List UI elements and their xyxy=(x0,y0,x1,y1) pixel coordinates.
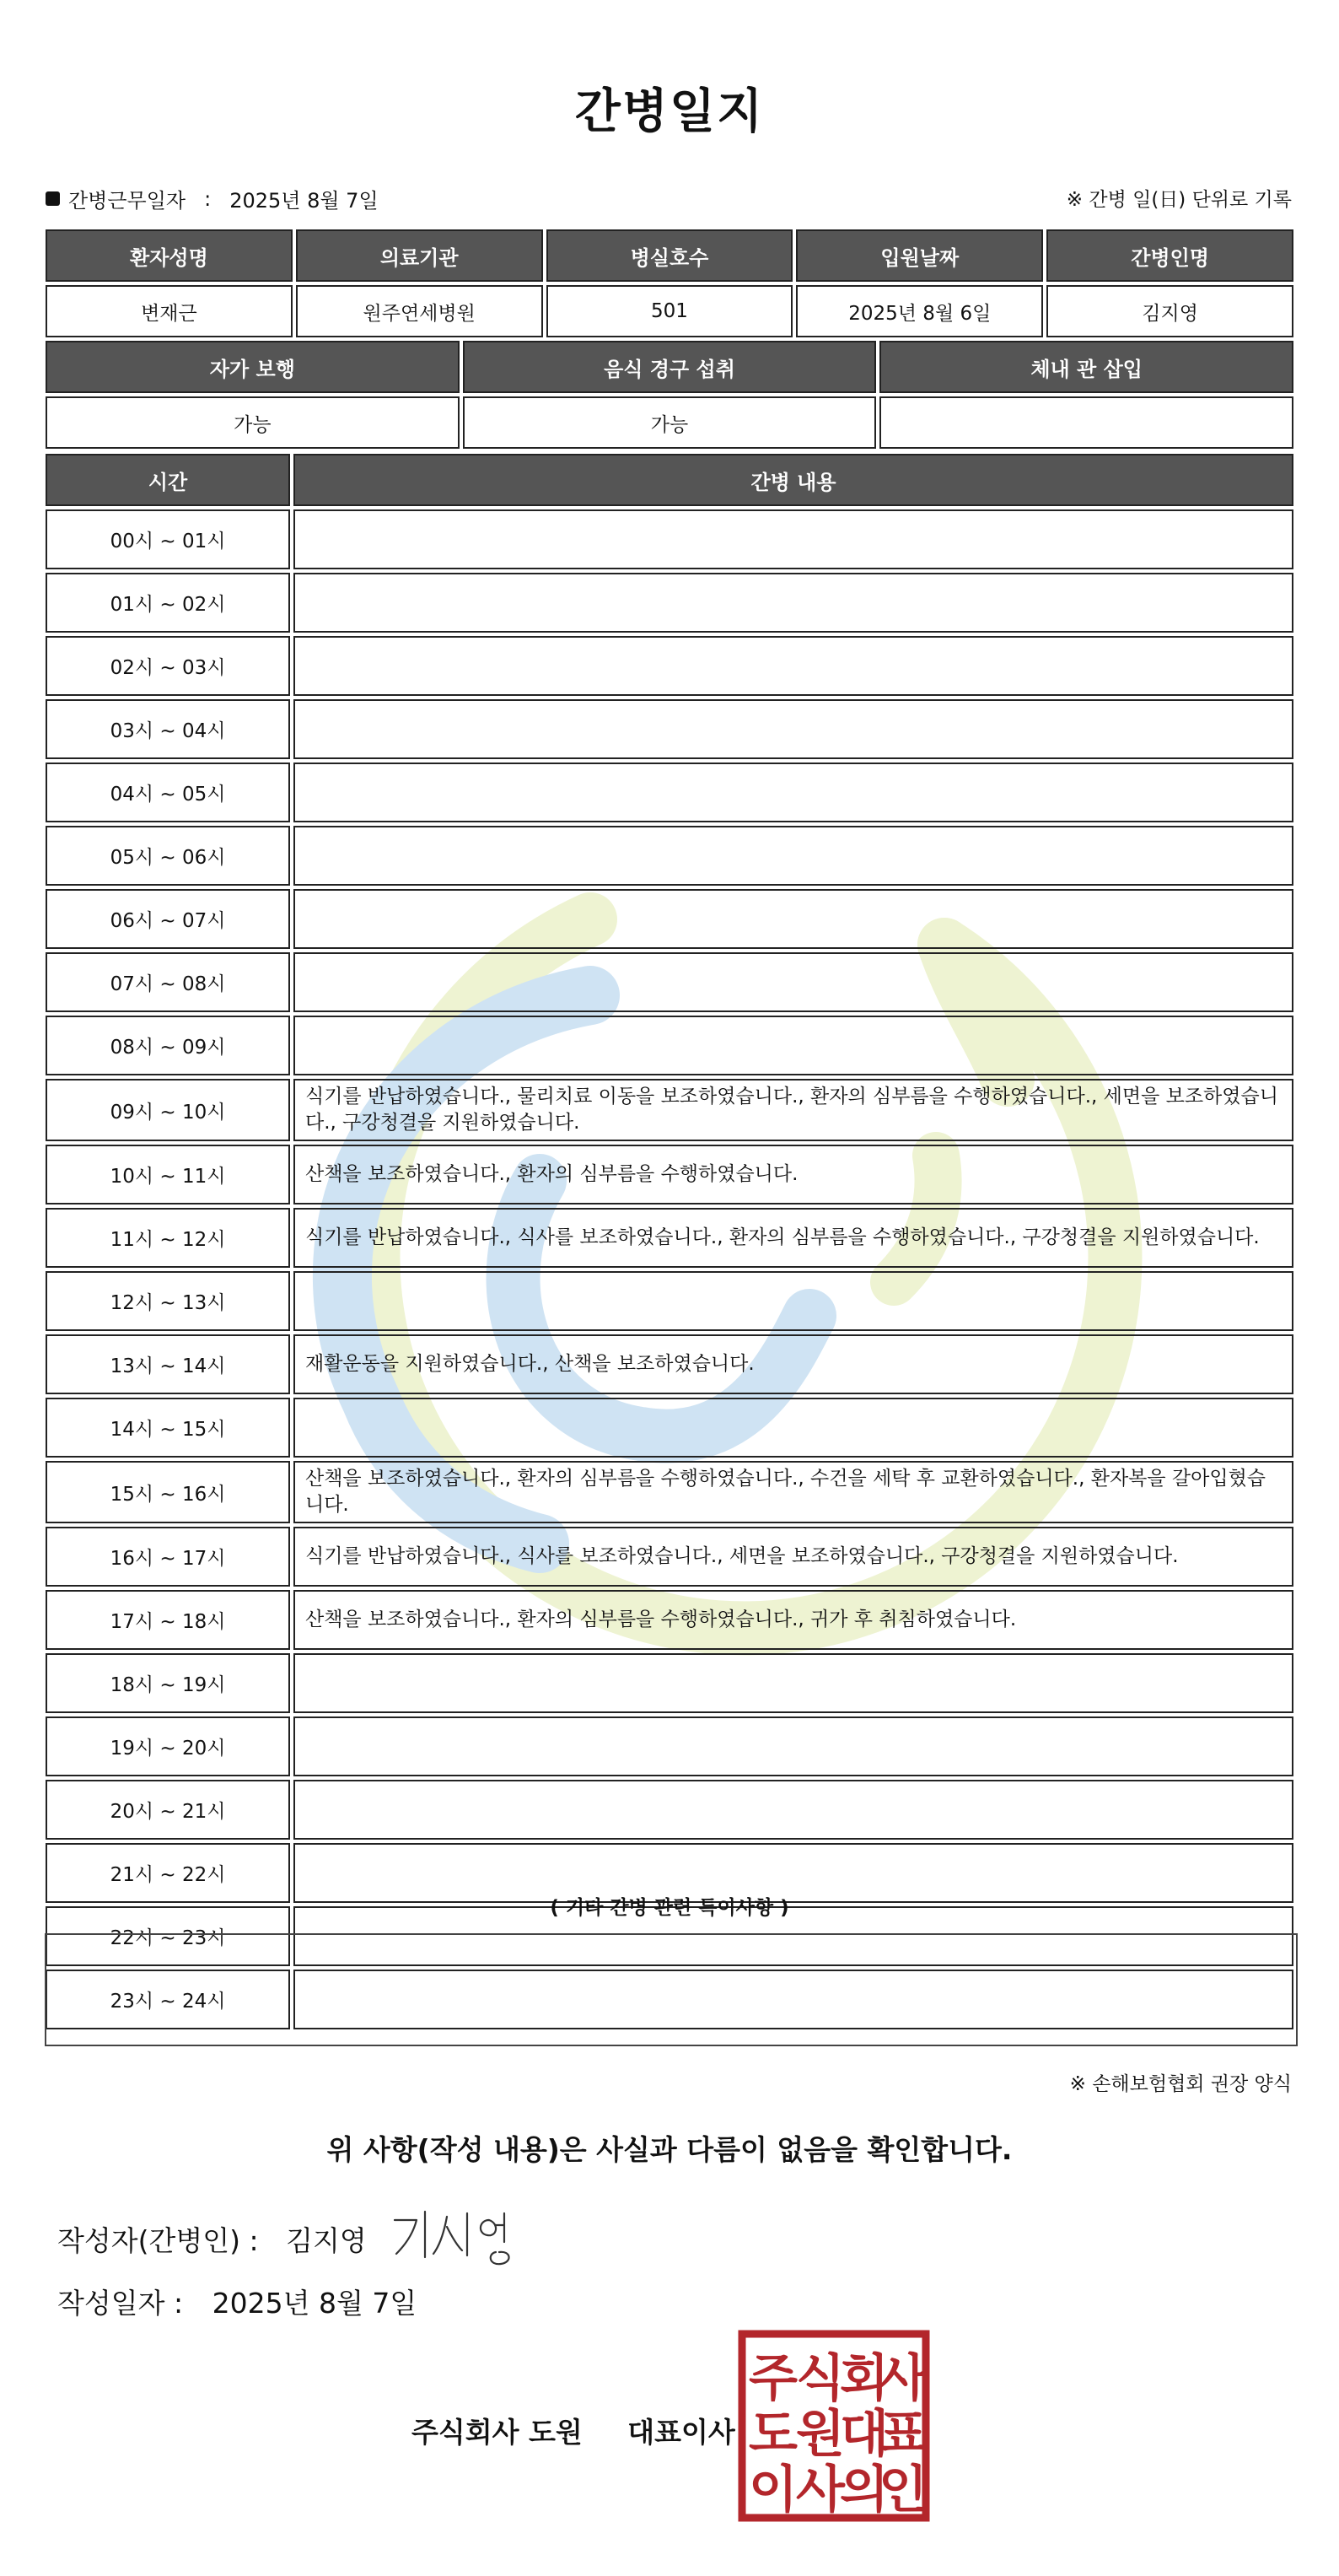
svg-text:회: 회 xyxy=(840,2349,889,2408)
writer-row xyxy=(57,2219,385,2259)
patient-info-table xyxy=(42,226,1297,341)
svg-text:도: 도 xyxy=(749,2405,798,2464)
caregiver-name: 김지영 xyxy=(1046,285,1293,337)
care-note xyxy=(293,573,1293,633)
patient-value-row xyxy=(46,285,1293,337)
table-row xyxy=(46,1590,1293,1650)
care-note xyxy=(293,699,1293,759)
care-note xyxy=(293,952,1293,1012)
oral-intake-status: 가능 xyxy=(463,396,877,449)
table-row xyxy=(46,699,1293,759)
time-slot: 15시 ~ 16시 xyxy=(46,1461,290,1523)
table-row xyxy=(46,573,1293,633)
hospital-name: 원주연세병원 xyxy=(296,285,543,337)
header-oral-intake: 음식 경구 섭취 xyxy=(463,341,877,393)
writer-name: 김지영 xyxy=(286,2224,367,2257)
table-row xyxy=(46,1145,1293,1204)
document-title: 간병일지 xyxy=(574,84,765,139)
care-note: 산책을 보조하였습니다., 환자의 심부름을 수행하였습니다., 귀가 후 취침하였습니다. xyxy=(293,1590,1293,1650)
svg-text:표: 표 xyxy=(879,2405,928,2464)
svg-text:사: 사 xyxy=(879,2349,928,2408)
company-seal xyxy=(738,2330,930,2522)
admission-date: 2025년 8월 6일 xyxy=(796,285,1043,337)
table-row xyxy=(46,763,1293,822)
table-row xyxy=(46,636,1293,696)
care-note: 식기를 반납하였습니다., 물리치료 이동을 보조하였습니다., 환자의 심부름을 수행하였습니다., 세면을 보조하였습니다., 구강청결을 지원하였습니다. xyxy=(293,1079,1293,1141)
time-slot: 14시 ~ 15시 xyxy=(46,1398,290,1458)
time-slot: 11시 ~ 12시 xyxy=(46,1208,290,1268)
time-slot: 23시 ~ 24시 xyxy=(46,1970,290,2029)
care-note: 산책을 보조하였습니다., 환자의 심부름을 수행하였습니다., 수건을 세탁 후 교환하였습니다., 환자복을 갈아입혔습니다. xyxy=(293,1461,1293,1523)
work-date-row xyxy=(46,184,379,213)
log-header-row xyxy=(46,454,1293,506)
header-care-content: 간병 내용 xyxy=(293,454,1293,506)
time-slot: 13시 ~ 14시 xyxy=(46,1334,290,1394)
svg-text:이: 이 xyxy=(749,2460,798,2519)
time-slot: 18시 ~ 19시 xyxy=(46,1653,290,1713)
company-name: 주식회사 도원 xyxy=(411,2416,583,2449)
time-slot: 21시 ~ 22시 xyxy=(46,1843,290,1903)
table-row xyxy=(46,1334,1293,1394)
table-row xyxy=(46,1016,1293,1075)
time-slot: 19시 ~ 20시 xyxy=(46,1716,290,1776)
care-note xyxy=(293,889,1293,949)
care-note xyxy=(293,1653,1293,1713)
time-slot: 17시 ~ 18시 xyxy=(46,1590,290,1650)
daily-record-note: ※ 간병 일(日) 단위로 기록 xyxy=(1066,189,1292,211)
header-admission-date: 입원날짜 xyxy=(796,229,1043,282)
table-row xyxy=(46,952,1293,1012)
table-row xyxy=(46,1208,1293,1268)
work-date-value: 2025년 8월 7일 xyxy=(229,189,379,213)
square-bullet-icon xyxy=(46,191,60,206)
svg-text:식: 식 xyxy=(796,2349,845,2408)
patient-status-table xyxy=(42,337,1297,452)
patient-header-row xyxy=(46,229,1293,282)
care-note: 식기를 반납하였습니다., 식사를 보조하였습니다., 환자의 심부름을 수행하였습니다., 구강청결을 지원하였습니다. xyxy=(293,1208,1293,1268)
time-slot: 01시 ~ 02시 xyxy=(46,573,290,633)
recommended-form-note: ※ 손해보험협회 권장 양식 xyxy=(1069,2073,1292,2095)
header-caregiver: 간병인명 xyxy=(1046,229,1293,282)
table-row xyxy=(46,1398,1293,1458)
status-header-row xyxy=(46,341,1293,393)
confirmation-statement: 위 사항(작성 내용)은 사실과 다름이 없음을 확인합니다. xyxy=(326,2133,1013,2166)
table-row xyxy=(46,826,1293,886)
care-note xyxy=(293,1398,1293,1458)
svg-text:사: 사 xyxy=(796,2460,845,2519)
tube-insertion-status xyxy=(879,396,1293,449)
time-slot: 12시 ~ 13시 xyxy=(46,1271,290,1331)
care-note: 산책을 보조하였습니다., 환자의 심부름을 수행하였습니다. xyxy=(293,1145,1293,1204)
work-date-separator: : xyxy=(204,186,212,211)
header-patient-name: 환자성명 xyxy=(46,229,293,282)
special-notes-heading: ( 기타 간병 관련 특이사항 ) xyxy=(550,1897,789,1919)
svg-text:인: 인 xyxy=(879,2460,928,2519)
svg-text:의: 의 xyxy=(840,2460,889,2519)
table-row xyxy=(46,1079,1293,1141)
representative-title: 대표이사 xyxy=(627,2416,735,2449)
writer-label: 작성자(간병인) : xyxy=(57,2224,259,2257)
time-slot: 10시 ~ 11시 xyxy=(46,1145,290,1204)
table-row xyxy=(46,1716,1293,1776)
company-row xyxy=(411,2411,771,2450)
header-time: 시간 xyxy=(46,454,290,506)
svg-text:주: 주 xyxy=(749,2349,798,2408)
care-note xyxy=(293,1271,1293,1331)
table-row xyxy=(46,889,1293,949)
care-log-table xyxy=(42,450,1297,2033)
status-value-row xyxy=(46,396,1293,449)
table-row xyxy=(46,1780,1293,1840)
care-note xyxy=(293,636,1293,696)
table-row xyxy=(46,509,1293,569)
time-slot: 03시 ~ 04시 xyxy=(46,699,290,759)
time-slot: 05시 ~ 06시 xyxy=(46,826,290,886)
care-note xyxy=(293,826,1293,886)
care-note: 식기를 반납하였습니다., 식사를 보조하였습니다., 세면을 보조하였습니다., 구강청결을 지원하였습니다. xyxy=(293,1527,1293,1587)
time-slot: 20시 ~ 21시 xyxy=(46,1780,290,1840)
care-note xyxy=(293,1716,1293,1776)
care-note xyxy=(293,1016,1293,1075)
time-slot: 07시 ~ 08시 xyxy=(46,952,290,1012)
care-note: 재활운동을 지원하였습니다., 산책을 보조하였습니다. xyxy=(293,1334,1293,1394)
write-date-value: 2025년 8월 7일 xyxy=(212,2287,417,2320)
room-number: 501 xyxy=(546,285,793,337)
time-slot: 02시 ~ 03시 xyxy=(46,636,290,696)
header-tube-insertion: 체내 관 삽입 xyxy=(879,341,1293,393)
special-notes-box xyxy=(45,1933,1298,2046)
header-room: 병실호수 xyxy=(546,229,793,282)
special-notes-content xyxy=(46,1935,1296,1952)
care-note xyxy=(293,1780,1293,1840)
walking-status: 가능 xyxy=(46,396,460,449)
time-slot: 09시 ~ 10시 xyxy=(46,1079,290,1141)
svg-text:원: 원 xyxy=(796,2405,845,2464)
work-date-label: 간병근무일자 xyxy=(68,189,186,213)
time-slot: 08시 ~ 09시 xyxy=(46,1016,290,1075)
write-date-row xyxy=(57,2282,437,2321)
time-slot: 04시 ~ 05시 xyxy=(46,763,290,822)
care-note xyxy=(293,509,1293,569)
table-row xyxy=(46,1461,1293,1523)
patient-name: 변재근 xyxy=(46,285,293,337)
table-row xyxy=(46,1527,1293,1587)
time-slot: 16시 ~ 17시 xyxy=(46,1527,290,1587)
time-slot: 00시 ~ 01시 xyxy=(46,509,290,569)
table-row xyxy=(46,1653,1293,1713)
handwritten-signature xyxy=(388,2201,540,2269)
time-slot: 22시 ~ 23시 xyxy=(46,1906,290,1966)
time-slot: 06시 ~ 07시 xyxy=(46,889,290,949)
svg-text:대: 대 xyxy=(840,2405,889,2464)
header-walking: 자가 보행 xyxy=(46,341,460,393)
table-row xyxy=(46,1271,1293,1331)
write-date-label: 작성일자 : xyxy=(57,2287,184,2320)
care-note xyxy=(293,763,1293,822)
header-hospital: 의료기관 xyxy=(296,229,543,282)
